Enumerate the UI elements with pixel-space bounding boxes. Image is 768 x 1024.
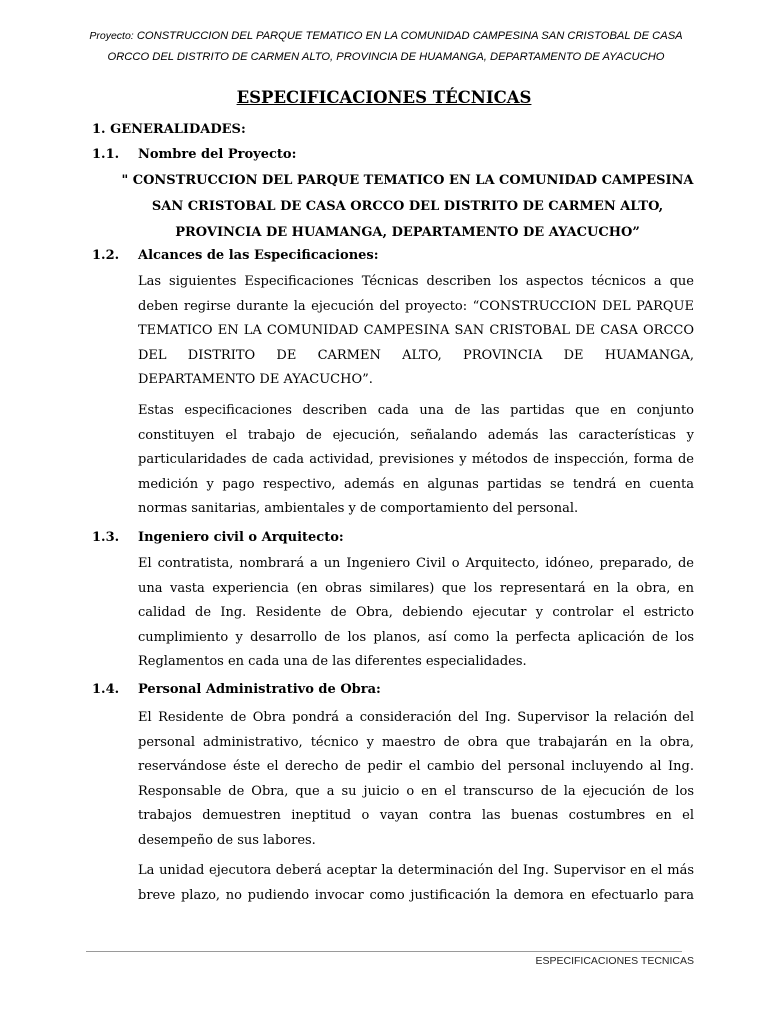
header-project-line-1: CONSTRUCCION DEL PARQUE TEMATICO EN LA COMUNIDAD CAMPESINA SAN CRISTOBAL DE CASA <box>136 30 683 42</box>
header-project-line-2: ORCCO DEL DISTRITO DE CARMEN ALTO, PROVINCIA DE HUAMANGA, DEPARTAMENTO DE AYACUCHO <box>107 51 665 63</box>
section-1-4-paragraph-1: El Residente de Obra pondrá a consideración del Ing. Supervisor la relación del personal administrativo, técnico y maestro de obra que trabajarán en la obra, reservándose éste el derecho de pedir el cambio del personal incluyendo al Ing. Responsable de Obra, que a su juicio o en el transcurso de la ejecución de los trabajos demuestren ineptitud o vayan contra las buenas costumbres en el desempeño de sus labores. <box>138 710 694 848</box>
section-1-4-number: 1.4. <box>92 682 120 697</box>
section-1-1-heading: Nombre del Proyecto: <box>138 147 297 162</box>
section-1-2-heading: Alcances de las Especificaciones: <box>138 248 379 263</box>
section-1-3-heading: Ingeniero civil o Arquitecto: <box>138 530 344 545</box>
project-name-quote: " CONSTRUCCION DEL PARQUE TEMATICO EN LA COMUNIDAD CAMPESINA SAN CRISTOBAL DE CASA ORCCO DEL DISTRITO DE CARMEN ALTO, PROVINCIA DE HUAMANGA, DEPARTAMENTO DE AYACUCHO” <box>121 173 694 240</box>
section-1-2-number: 1.2. <box>92 248 120 263</box>
page-footer: ESPECIFICACIONES TECNICAS <box>535 955 694 967</box>
section-generalidades-heading: 1. GENERALIDADES: <box>92 122 246 137</box>
section-1-1-number: 1.1. <box>92 147 120 162</box>
section-1-3-number: 1.3. <box>92 530 120 545</box>
page-header <box>80 26 692 68</box>
header-label: Proyecto: <box>89 30 134 42</box>
section-1-4-heading: Personal Administrativo de Obra: <box>138 682 381 697</box>
header-line-1 <box>80 26 692 47</box>
section-1-3-paragraph-1: El contratista, nombrará a un Ingeniero Civil o Arquitecto, idóneo, preparado, de una vasta experiencia (en obras similares) que los representará en la obra, en calidad de Ing. Residente de Obra, debiendo ejecutar y controlar el estricto cumplimiento y desarrollo de los planos, así como la perfecta aplicación de los Reglamentos en cada una de las diferentes especialidades. <box>138 556 694 670</box>
footer-divider <box>86 951 682 952</box>
section-1-2-paragraph-2: Estas especificaciones describen cada una de las partidas que en conjunto constituyen el trabajo de ejecución, señalando además las características y particularidades de cada actividad, previsiones y métodos de inspección, forma de medición y pago respectivo, además en algunas partidas se tendrá en cuenta normas sanitarias, ambientales y de comportamiento del personal. <box>138 403 694 517</box>
section-1-4-paragraph-2: La unidad ejecutora deberá aceptar la determinación del Ing. Supervisor en el más breve plazo, no pudiendo invocar como justificación la demora en efectuarlo para <box>138 863 694 903</box>
page-title: ESPECIFICACIONES TÉCNICAS <box>236 88 532 107</box>
section-1-2-paragraph-1: Las siguientes Especificaciones Técnicas describen los aspectos técnicos a que deben regirse durante la ejecución del proyecto: “CONSTRUCCION DEL PARQUE TEMATICO EN LA COMUNIDAD CAMPESINA SAN CRISTOBAL DE CASA ORCCO DEL DISTRITO DE CARMEN ALTO, PROVINCIA DE HUAMANGA, DEPARTAMENTO DE AYACUCHO”. <box>138 274 694 388</box>
